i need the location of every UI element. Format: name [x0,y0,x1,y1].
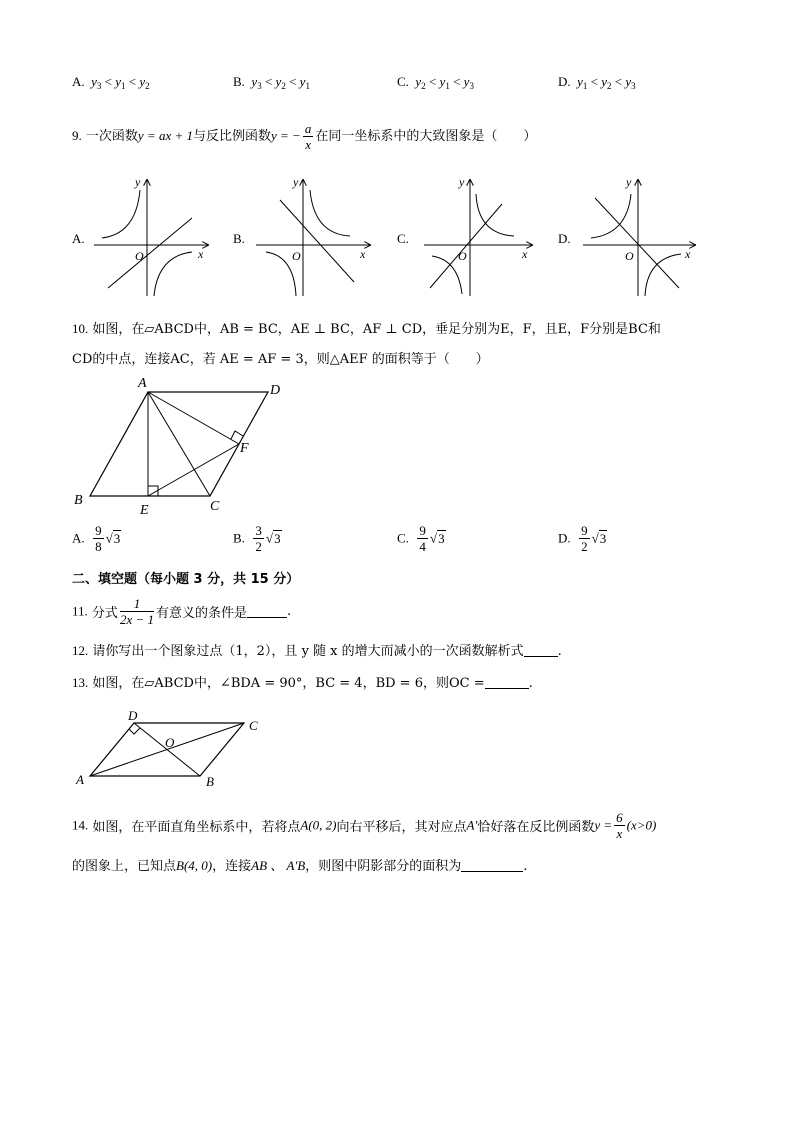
origin-label: O [292,249,301,263]
x-axis-label: x [685,247,691,261]
q12: 12. 请你写出一个图象过点（1，2），且 y 随 x 的增大而减小的一次函数解析式 . [72,643,562,659]
q9-graph-b [250,176,374,302]
q13-figure [72,706,272,790]
q14-line2: 的图象上，已知点B(4, 0)，连接AB 、 A′B，则图中阴影部分的面积为 . [72,858,528,874]
label-b: B [74,493,83,508]
q9-stem: 9. 一次函数y = ax + 1与反比例函数y = − $\frac{a}{x}$ 在同一坐标系中的大致图象是（ ） [72,121,537,152]
x-axis-label: x [360,247,366,261]
q9-option-c-label: C. [397,231,409,246]
y-axis-label: y [459,176,465,189]
y-axis-label: y [626,176,632,189]
q9-option-a-label: A. [72,231,85,246]
q9-graph-d [575,176,699,302]
q10-figure [68,372,288,518]
q8-option-c: C. $y_2 < y_1 < y_3$ [397,74,474,91]
q9-graph-c [414,176,538,302]
origin-label: O [625,249,634,263]
q9-graph-a [88,176,212,302]
q9-option-d-label: D. [558,231,571,246]
x-axis-label: x [198,247,204,261]
q14-line1: 14. 如图，在平面直角坐标系中，若将点A(0, 2)向右平移后，其对应点A′恰好落在反比例函数y = $\frac{6}{x}$ (x>0) [72,810,657,841]
q10-option-a: A. $\frac{9}{8}$ √3 [72,523,121,554]
q10-option-c: C. $\frac{9}{4}$ √3 [397,523,445,554]
y-axis-label: y [135,176,141,189]
q11-answer-blank[interactable] [247,605,287,618]
y-axis-label: y [293,176,299,189]
q10-option-b: B. $\frac{3}{2}$ √3 [233,523,281,554]
q14-answer-blank[interactable] [461,859,523,872]
q8-option-d: D. $y_1 < y_2 < y_3$ [558,74,636,91]
q10-stem-line2: CD的中点，连接AC，若 AE = AF = 3，则△AEF 的面积等于（ ） [72,352,489,367]
label-f: F [240,441,249,456]
label-a: A [76,772,84,787]
section-heading: 二、填空题（每小题 3 分，共 15 分） [72,572,300,587]
label-e: E [140,503,149,518]
q13: 13. 如图，在▱ABCD中，∠BDA = 90°，BC = 4，BD = 6，则OC = . [72,675,533,691]
q9-fraction: $\frac{a}{x}$ [304,121,312,152]
label-b: B [206,774,214,789]
label-a: A [138,376,147,391]
label-c: C [210,499,220,514]
origin-label: O [458,249,467,263]
q9-option-b-label: B. [233,231,245,246]
x-axis-label: x [522,247,528,261]
label-o: O [165,735,175,750]
q12-answer-blank[interactable] [524,644,558,657]
q8-option-a: A. $y_3 < y_1 < y_2$ [72,74,150,91]
label-c: C [249,718,258,733]
q10-stem-line1: 10. 如图，在▱ABCD中，AB = BC，AE ⊥ BC，AF ⊥ CD，垂足分别为E，F，且E，F分别是BC和 [72,321,661,337]
label-d: D [270,383,281,398]
q8-option-b: B. $y_3 < y_2 < y_1$ [233,74,310,91]
origin-label: O [135,249,144,263]
q11: 11. 分式 $\frac{1}{2x - 1}$ 有意义的条件是 . [72,596,292,627]
label-d: D [128,708,138,723]
q10-option-d: D. $\frac{9}{2}$ √3 [558,523,607,554]
q13-answer-blank[interactable] [485,676,529,689]
